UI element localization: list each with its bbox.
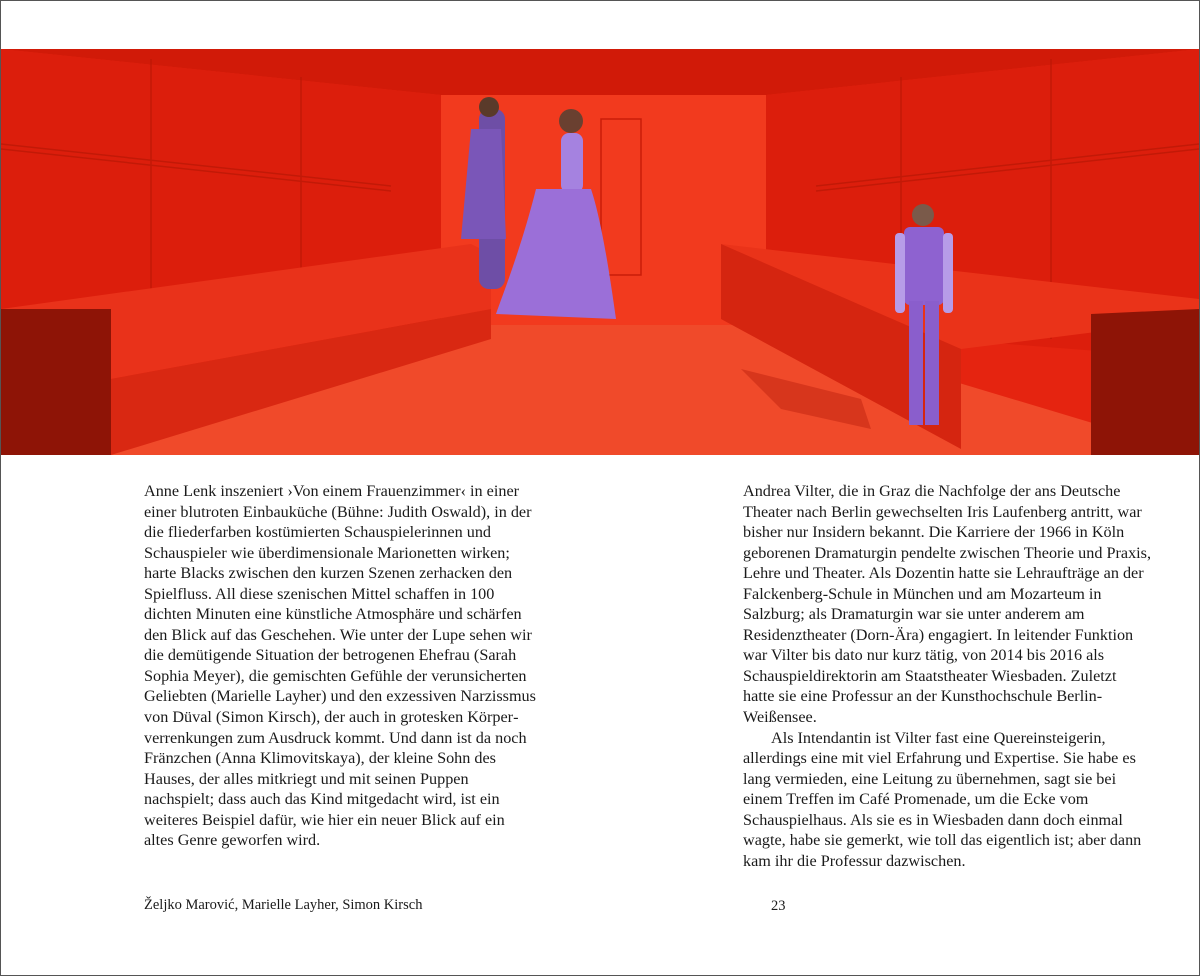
page-number: 23 [771,898,786,914]
body-paragraph: Andrea Vilter, die in Graz die Nachfolge der ans Deutsche Theater nach Berlin gewechselten Iris Laufenberg antritt, war bisher nur Insidern bekannt. Die Karriere der 1966 in Köln geborenen Dramaturgin pendelte zwischen Theorie und Praxis, Lehre und Theater. Als Dozentin hatte sie Lehraufträge an der Falckenberg-Schule in München und am Mozarteum in Salzburg; als Dramaturgin war sie unter anderem am Residenztheater (Dorn-Ära) engagiert. In leitender Funktion war Vilter bis dato nur kurz tätig, von 2014 bis 2016 als Schauspieldirektorin am Staatstheater Wiesbaden. Zuletzt hatte sie eine Professur an der Kunsthochschule Berlin-Weißensee. [743,482,1152,727]
body-paragraph: Anne Lenk inszeniert ›Von einem Frauenzimmer‹ in einer einer blutroten Einbauküche (Bühne: Judith Oswald), in der die fliederfarben kostümierten Schauspielerinnen und Schauspieler wie überdimensionale Marionetten wirken; harte Blacks zwischen den kurzen Szenen zerhacken den Spielfluss. All diese szenischen Mittel schaffen in 100 dichten Minuten eine künstliche Atmosphäre und schärfen den Blick auf das Geschehen. Wie unter der Lupe sehen wir die demütigende Situation der betrogenen Ehefrau (Sarah Sophia Meyer), die gemischten Gefühle der verunsicherten Geliebten (Marielle Layher) und den exzessiven Narzissmus von Düval (Simon Kirsch), der auch in grotesken Körperverrenkungen zum Ausdruck kommt. Und dann ist da noch Fränzchen (Anna Klimovitskaya), der kleine Sohn des Hauses, der alles mitkriegt und mit seinen Puppen nachspielt; dass auch das Kind mitgedacht wird, ist ein weiteres Beispiel dafür, wie hier ein neuer Blick auf ein altes Genre geworfen wird. [144,482,536,850]
photo-caption: Željko Marović, Marielle Layher, Simon Kirsch [144,897,423,913]
left-text-column [144,481,536,851]
body-paragraph: Als Intendantin ist Vilter fast eine Quereinsteigerin, allerdings eine mit viel Erfahrung und Expertise. Sie habe es lang vermieden, eine Leitung zu übernehmen, sagt sie bei einem Treffen im Café Promenade, um die Ecke vom Schauspielhaus. Als sie es in Wiesbaden dann doch einmal wagte, habe sie gemerkt, wie toll das eigentlich ist; aber dann kam ihr die Professur dazwischen. [743,728,1142,870]
stage-photo [1,49,1199,455]
right-text-column [743,481,1151,871]
